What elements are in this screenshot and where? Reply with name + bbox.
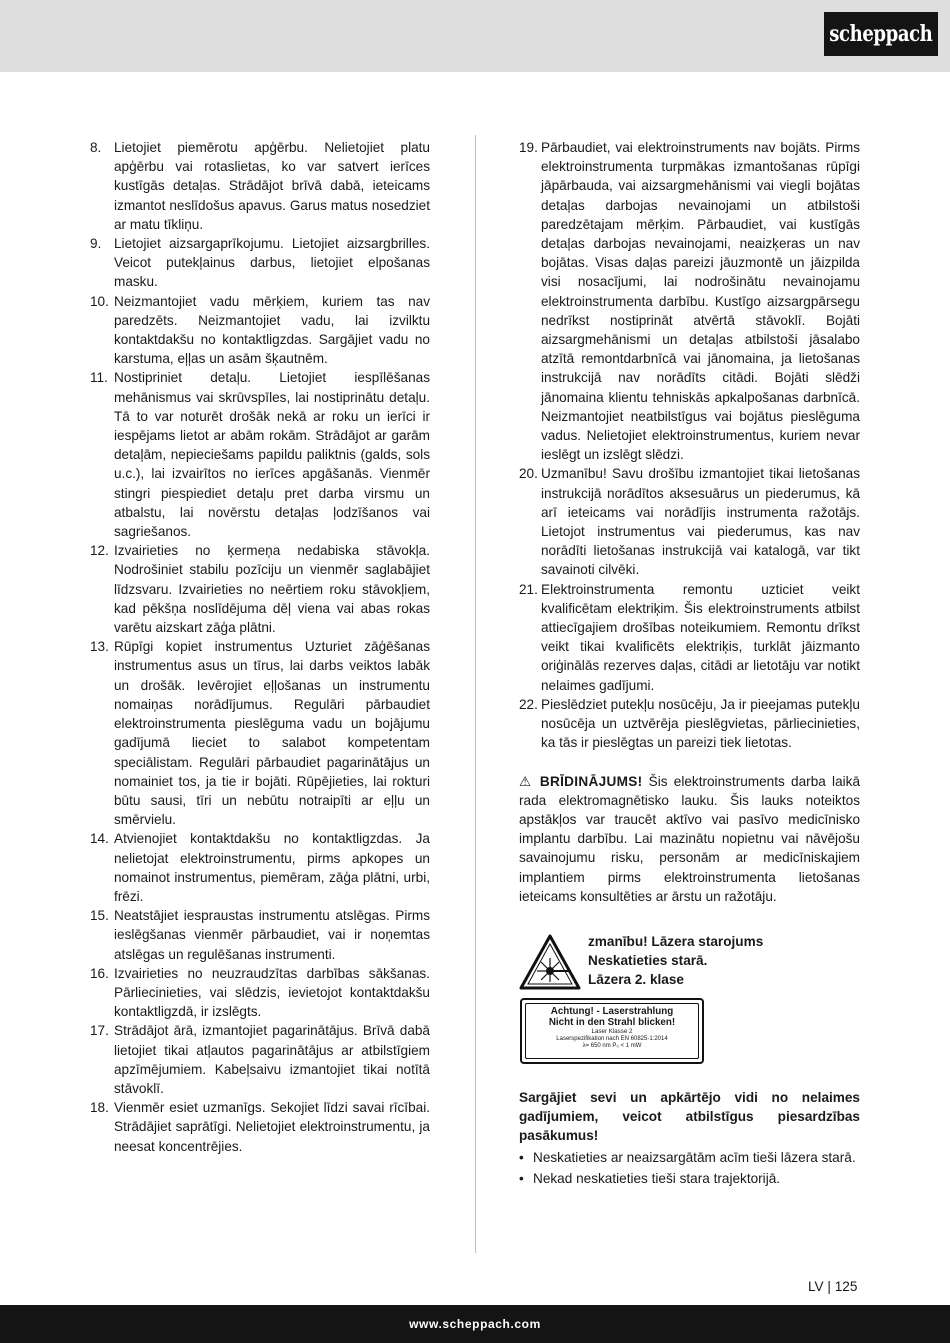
list-item (90, 1021, 430, 1098)
bullet-dot: • (519, 1149, 524, 1165)
list-item-number: 14. (90, 831, 109, 847)
laser-line-3: Lāzera 2. klase (588, 972, 684, 988)
list-item (90, 964, 430, 1022)
list-item-number: 8. (90, 140, 102, 155)
laser-warning-text (588, 932, 763, 990)
laser-line-2: Neskatieties starā. (588, 953, 708, 969)
list-item (519, 138, 860, 464)
list-item-text: Izvairieties no ķermeņa nedabiska stāvokļa. Nodrošiniet stabilu pozīciju un vienmēr saglabājiet līdzsvaru. Izvairieties no neērtiem roku stāvokļiem, kad pēkšņa noslīdējuma dēļ viena vai abas rokas varētu aizskart zāģa plātni. (114, 543, 430, 636)
list-item-number: 9. (90, 236, 102, 252)
list-item-text: Pārbaudiet, vai elektroinstruments nav bojāts. Pirms elektroinstrumenta turpmākas izmantošanas rūpīgi jāpārbauda, vai aizsargmehānismi vai viegli bojātas detaļas darbojas nevainojami un atbilstoši paredzētajam mērķim. Pārbaudiet, vai kustīgās detaļas darbojas nevainojami, neaizķeras un nav bojātas. Visas daļas pareizi jāuzmontē un jāizpilda visi nosacījumi, lai nodrošinātu nevainojamu elektroinstrumenta darbību. Kustīgo aizsargpārsegu nedrīkst nostiprināt atvērtā stāvoklī. Bojāti aizsargmehānismi un detaļas atbilstoši jāsalabo atzītā remontdarbnīcā vai jānomaina, ja lietošanas instrukcijā nav norādīts citādi. Bojāti slēdži jānomaina klientu tehniskās apkalpošanas darbnīcā. Neizmantojiet neatbilstīgus vai bojātus pieslēguma vadus. Nelietojiet elektroinstrumentus, kuriem nevar ieslēgt un izslēgt slēdzi. (541, 140, 860, 463)
list-item-text: Lietojiet piemērotu apģērbu. Nelietojiet platu apģērbu vai rotaslietas, ko var satvert ierīces kustīgās detaļas. Strādājot brīvā dabā, ieteicams izmantot neslīdošus apavus. Garus matus nosedziet ar matu tīkliņu. (114, 140, 430, 232)
laser-label-line-2: Nicht in den Strahl blicken! (548, 1016, 676, 1028)
list-item (90, 234, 430, 292)
list-item (90, 1098, 430, 1156)
emf-warning (519, 772, 860, 906)
list-item-text: Neizmantojiet vadu mērķiem, kuriem tas nav paredzēts. Neizmantojiet vadu, lai izvilktu kontaktdakšu no kontaktligzdas. Sargājiet vadu no karstuma, eļļas un asām šķautnēm. (114, 293, 430, 367)
bullet-text: Nekad neskatieties tieši stara trajektorijā. (533, 1170, 781, 1186)
list-item-number: 13. (90, 639, 109, 655)
column-divider (475, 135, 476, 1253)
list-item-text: Elektroinstrumenta remontu uzticiet veikt kvalificētam elektriķim. Šis elektroinstruments atbilst attiecīgajiem drošības noteikumiem. Remontu drīkst veikt tikai kvalificēts elektriķis, turklāt jāizmanto oriģinālās rezerves daļas, citādi ar lietotāju var notikt nelaimes gadījumi. (541, 581, 860, 693)
laser-label-sticker (520, 998, 704, 1064)
list-item-number: 19. (519, 140, 538, 155)
bullet-item (519, 1169, 860, 1188)
page-number: LV | 125 (808, 1279, 858, 1294)
list-item (90, 906, 430, 964)
list-item-number: 20. (519, 466, 538, 482)
warning-text: Šis elektroinstruments darba laikā rada elektromagnētisko lauku. Šis lauks noteiktos apstākļos var traucēt aktīvo vai pasīvo medicīnisko implantu darbību. Lai mazinātu nopietnu vai nāvējošu savainojumu risku, personām ar medicīniskajiem implantiem pirms elektroinstrumenta lietošanas ieteicams konsultēties ar ārstu un ražotāju. (519, 773, 860, 904)
footer-url: www.scheppach.com (409, 1317, 541, 1331)
list-item-text: Nostipriniet detaļu. Lietojiet iespīlēšanas mehānismus vai skrūvspīles, lai nostiprinātu detaļu. Tā to var noturēt drošāk nekā ar roku un ierīci ir iespējams lietot ar abām rokām. Strādājot ar garām detaļām, nepieciešams papildu paliktnis (galds, sols u.c.), lai izvairītos no ierīces apgāšanās. Vienmēr stingri piespiediet detaļu pret darba virsmu un atbalstu, lai novērstu detaļas ļodzīšanos vai sagriešanos. (114, 370, 430, 540)
laser-label-line-1: Achtung! - Laserstrahlung (550, 1005, 674, 1017)
footer-bar (0, 1305, 950, 1343)
list-item-text: Izvairieties no neuzraudzītas darbības sākšanas. Pārliecinieties, vai slēdzis, ievietojot kontaktdakšu kontaktligzdā, ir izslēgts. (114, 965, 430, 1020)
bullet-item (519, 1148, 860, 1167)
list-item-number: 10. (90, 293, 109, 309)
list-item (519, 464, 860, 579)
right-numbered-list (519, 138, 860, 753)
header-bar (0, 0, 950, 72)
warning-icon: ⚠ (519, 773, 534, 789)
list-item (90, 368, 430, 541)
list-item-text: Uzmanību! Savu drošību izmantojiet tikai lietošanas instrukcijā norādītos aksesuārus un piederumus, kā arī ieteicams vai norādījis instrumenta ražotājs. Lietojot instrumentus vai piederumus, kas nav norādīti lietošanas instrukcijā vai katalogā, var tikt savainoti cilvēki. (541, 466, 860, 578)
list-item-text: Neatstājiet iespraustas instrumentu atslēgas. Pirms ieslēgšanas vienmēr pārbaudiet, vai ir noņemtas atslēgas un regulēšanas instrumenti. (114, 908, 430, 962)
list-item (90, 829, 430, 906)
list-item-text: Strādājot ārā, izmantojiet pagarinātājus. Brīvā dabā lietojiet tikai atļautos pagarinātājus ar atbilstīgiem apzīmējumiem. Kabeļsaivu izmantojiet tikai notītā stāvoklī. (114, 1023, 430, 1096)
list-item-number: 21. (519, 581, 538, 597)
list-item-number: 18. (90, 1100, 109, 1116)
laser-line-1: zmanību! Lāzera starojums (588, 933, 764, 949)
brand-logo (824, 12, 938, 56)
list-item-number: 12. (90, 543, 109, 559)
list-item-number: 22. (519, 696, 538, 712)
protection-heading: Sargājiet sevi un apkārtējo vidi no nelaimes gadījumiem, veicot atbilstīgus piesardzības pasākumus! (519, 1089, 860, 1144)
laser-hazard-icon (519, 934, 581, 990)
list-item-text: Rūpīgi kopiet instrumentus Uzturiet zāģēšanas instrumentus asus un tīrus, lai darbs veiktos labāk un drošāk. Ievērojiet eļļošanas un instrumentu nomaiņas norādījumus. Regulāri pārbaudiet elektroinstrumenta pieslēguma vadu un bojājumu gadījumā lieciet to salabot kompetentam speciālistam. Regulāri pārbaudiet pagarinātājus un nomainiet tos, ja tie ir bojāti. Rūpējieties, lai rokturi būtu sausi, tīri un nebūtu notraipīti ar eļļu un smērvielu. (114, 639, 430, 828)
list-item-number: 16. (90, 965, 109, 981)
brand-logo-text: scheppach (829, 21, 933, 47)
list-item-number: 11. (90, 370, 108, 386)
laser-label-line-4: Laserspezifikation nach EN 60825-1:2014 (556, 1035, 668, 1042)
list-item (90, 541, 430, 637)
laser-label-line-5: λ= 650 nm P₀ < 1 mW (582, 1043, 642, 1050)
list-item-text: Lietojiet aizsargaprīkojumu. Lietojiet aizsargbrilles. Veicot putekļainus darbus, lietojiet elpošanas masku. (114, 236, 430, 290)
right-column (519, 138, 860, 1188)
laser-label-line-3: Laser Klasse 2 (591, 1027, 633, 1035)
list-item-text: Atvienojiet kontaktdakšu no kontaktligzdas. Ja nelietojat elektroinstrumentu, pirms apkopes un nomainot instrumentus, piemēram, zāģa plātni, urbi, frēzi. (114, 831, 430, 904)
laser-warning-block (519, 932, 860, 1066)
list-item-number: 17. (90, 1023, 109, 1039)
bullet-dot: • (519, 1170, 524, 1186)
warning-label: BRĪDINĀJUMS! (539, 773, 643, 789)
list-item (519, 695, 860, 753)
bullet-text: Neskatieties ar neaizsargātām acīm tieši lāzera starā. (533, 1149, 856, 1165)
list-item-text: Vienmēr esiet uzmanīgs. Sekojiet līdzi savai rīcībai. Strādājiet saprātīgi. Nelietojiet elektroinstrumentu, ja neesat koncentrējies. (114, 1100, 430, 1154)
list-item (519, 580, 860, 695)
list-item (90, 138, 430, 234)
list-item-text: Pieslēdziet putekļu nosūcēju, Ja ir pieejamas putekļu nosūcēja un uztvērēja pieslēgvietas, pārliecinieties, ka tās ir pieslēgtas un pareizi tiek lietotas. (541, 696, 860, 751)
list-item (90, 292, 430, 369)
laser-label-inner (525, 1003, 699, 1059)
left-column (90, 138, 430, 1156)
list-item-number: 15. (90, 908, 109, 924)
list-item (90, 637, 430, 829)
